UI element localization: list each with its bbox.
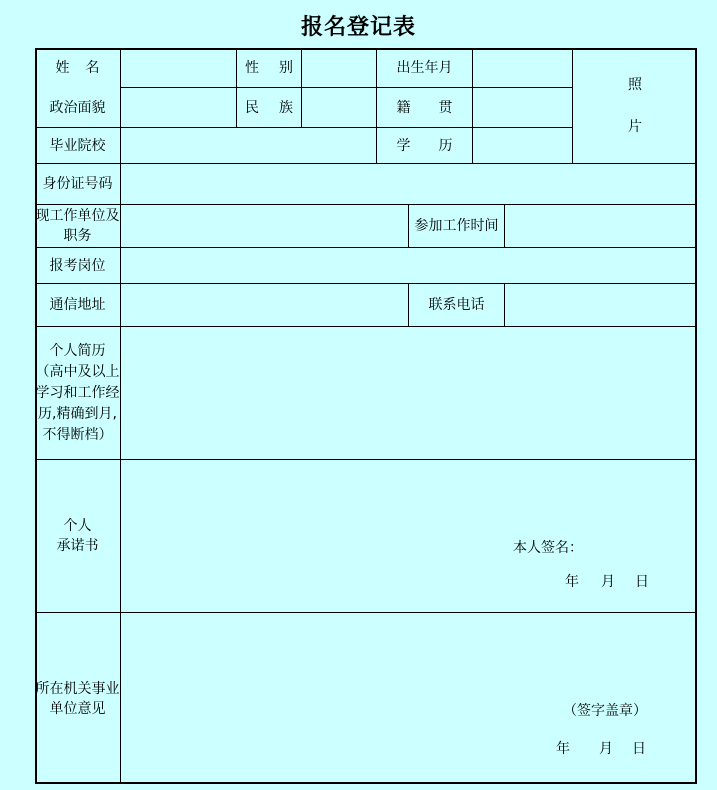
education-label: 学 历 bbox=[396, 137, 453, 154]
native-place-value[interactable] bbox=[473, 88, 572, 127]
opinion-label: 所在机关事业 单位意见 bbox=[35, 680, 120, 717]
education-value[interactable] bbox=[473, 128, 572, 163]
form-title: 报名登记表 bbox=[300, 14, 416, 40]
pledge-date-year: 年 bbox=[565, 574, 579, 590]
id-number-value[interactable] bbox=[121, 164, 697, 204]
workplace-label: 现工作单位及职务 bbox=[35, 208, 120, 244]
ethnicity-value[interactable] bbox=[302, 88, 376, 127]
birth-value[interactable] bbox=[473, 48, 572, 87]
registration-form bbox=[35, 48, 697, 784]
opinion-date-month: 月 bbox=[599, 741, 613, 757]
opinion-date-day: 日 bbox=[632, 741, 646, 757]
native-place-label: 籍 贯 bbox=[396, 99, 453, 116]
opinion-area[interactable] bbox=[121, 613, 697, 784]
position-label: 报考岗位 bbox=[49, 257, 106, 274]
pledge-date-month: 月 bbox=[601, 574, 615, 590]
pledge-area[interactable] bbox=[121, 460, 697, 612]
stamp-label: （签字盖章） bbox=[563, 703, 647, 719]
gender-label: 性 别 bbox=[245, 60, 293, 76]
politics-value[interactable] bbox=[121, 88, 236, 127]
resume-label: 个人简历 （高中及以上 学习和工作经 历,精确到月, 不得断档） bbox=[35, 342, 120, 443]
photo-box[interactable] bbox=[573, 48, 697, 163]
school-value[interactable] bbox=[121, 128, 376, 163]
name-value[interactable] bbox=[121, 48, 236, 87]
birth-label: 出生年月 bbox=[396, 60, 453, 76]
name-label: 姓 名 bbox=[55, 60, 100, 76]
address-value[interactable] bbox=[121, 284, 408, 326]
photo-label-bottom: 片 bbox=[628, 118, 642, 135]
phone-label: 联系电话 bbox=[428, 297, 485, 313]
school-label: 毕业院校 bbox=[49, 137, 106, 154]
politics-label: 政治面貌 bbox=[49, 99, 106, 116]
pledge-label: 个人 承诺书 bbox=[56, 518, 99, 554]
phone-value[interactable] bbox=[505, 284, 697, 326]
signature-label: 本人签名： bbox=[513, 540, 583, 556]
pledge-date-day: 日 bbox=[635, 574, 649, 590]
opinion-date-year: 年 bbox=[556, 741, 570, 757]
gender-value[interactable] bbox=[302, 48, 376, 87]
workplace-value[interactable] bbox=[121, 205, 408, 247]
work-start-value[interactable] bbox=[505, 205, 697, 247]
work-start-label: 参加工作时间 bbox=[414, 218, 499, 234]
id-number-label: 身份证号码 bbox=[42, 176, 113, 192]
resume-value[interactable] bbox=[121, 327, 697, 459]
position-value[interactable] bbox=[121, 248, 697, 283]
photo-label-top: 照 bbox=[628, 76, 642, 93]
address-label: 通信地址 bbox=[49, 297, 106, 313]
ethnicity-label: 民 族 bbox=[245, 99, 293, 116]
